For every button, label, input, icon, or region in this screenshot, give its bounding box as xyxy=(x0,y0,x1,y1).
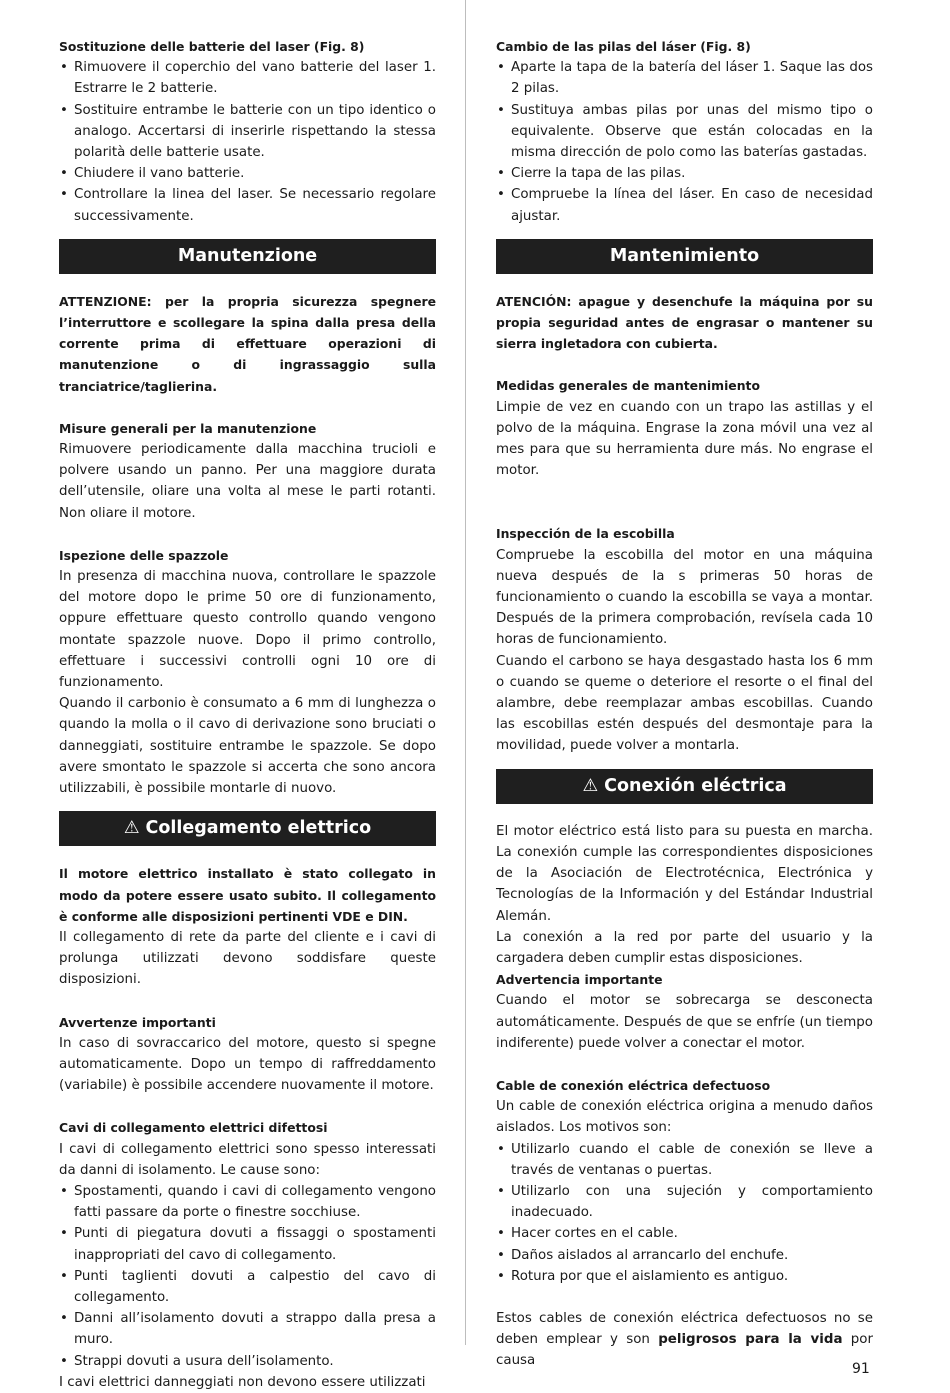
bold-paragraph: Il motore elettrico installato è stato collegato in modo da potere essere usato subito. Il collegamento è conforme alle disposizioni pertinenti VDE e DIN. xyxy=(59,866,436,924)
paragraph: Limpie de vez en cuando con un trapo las astillas y el polvo de la máquina. Engrase la zona móvil una vez al mes para que su herramienta dure más. No engrase el motor. xyxy=(496,399,873,479)
section-heading: Cambio de las pilas del láser (Fig. 8) xyxy=(496,39,751,54)
bullet-list xyxy=(59,57,436,227)
section-heading: Ispezione delle spazzole xyxy=(59,547,229,563)
bullet-list xyxy=(496,1139,873,1287)
section-title-bar xyxy=(59,239,436,274)
paragraph: El motor eléctrico está listo para su puesta en marcha. La conexión cumple las correspondientes disposiciones de la Asociación de Electrotécnica, Electrónica y Tecnologías de la Información y del Estándar Industrial Alemán. xyxy=(496,823,873,924)
list-item: • Compruebe la línea del láser. En caso de necesidad ajustar. xyxy=(496,184,873,226)
section-heading: Cable de conexión eléctrica defectuoso xyxy=(496,1077,771,1093)
paragraph: Compruebe la escobilla del motor en una máquina nueva después de la s primeras 50 horas de funcionamiento o cuando la escobilla se vaya a montar. Después de la primera comprobación, revísela cada 10 horas de funcionamiento. xyxy=(496,547,873,648)
section-heading: Inspección de la escobilla xyxy=(496,526,675,542)
paragraph: In caso di sovraccarico del motore, questo si spegne automaticamente. Dopo un tempo di raffreddamento (variabile) è possibile accendere nuovamente il motore. xyxy=(59,1035,436,1094)
section-title-bar xyxy=(59,811,436,846)
list-item: • Utilizarlo con una sujeción y comportamiento inadecuado. xyxy=(496,1181,873,1223)
section-title-bar xyxy=(496,769,873,804)
paragraph: I cavi di collegamento elettrici sono spesso interessati da danni di isolamento. Le cause sono: xyxy=(59,1141,436,1178)
section-title: Collegamento elettrico xyxy=(145,818,372,839)
paragraph xyxy=(496,1308,873,1372)
section-heading: Advertencia importante xyxy=(496,972,663,988)
paragraph: Il collegamento di rete da parte del cliente e i cavi di prolunga utilizzati devono soddisfare queste disposizioni. xyxy=(59,929,436,988)
list-item: • Punti di piegatura dovuti a fissaggi o spostamenti inappropriati del cavo di collegamento. xyxy=(59,1223,436,1265)
text-run: Estos cables de conexión eléctrica defectuosos no se deben emplear y son xyxy=(496,1310,873,1348)
list-item: • Sustituya ambas pilas por unas del mismo tipo o equivalente. Observe que están colocadas en la misma dirección de polo como las baterías gastadas. xyxy=(496,100,873,164)
section-heading: Avvertenze importanti xyxy=(59,1014,216,1030)
list-item: • Punti taglienti dovuti a calpestio del cavo di collegamento. xyxy=(59,1266,436,1308)
list-item: • Danni all’isolamento dovuti a strappo dalla presa a muro. xyxy=(59,1308,436,1350)
paragraph: Un cable de conexión eléctrica origina a menudo daños aislados. Los motivos son: xyxy=(496,1099,873,1136)
warning-text: ATENCIÓN: apague y desenchufe la máquina por su propia seguridad antes de engrasar o mantener su sierra ingletadora con cubierta. xyxy=(496,293,873,352)
list-item: • Chiudere il vano batterie. xyxy=(59,163,436,184)
list-item: • Strappi dovuti a usura dell’isolamento. xyxy=(59,1351,436,1372)
section-title-bar xyxy=(496,239,873,274)
paragraph: La conexión a la red por parte del usuario y la cargadera deben cumplir estas disposiciones. xyxy=(496,929,873,966)
section-heading: Sostituzione delle batterie del laser (Fig. 8) xyxy=(59,39,365,54)
list-item: • Hacer cortes en el cable. xyxy=(496,1223,873,1244)
list-item: • Cierre la tapa de las pilas. xyxy=(496,163,873,184)
list-item: • Controllare la linea del laser. Se necessario regolare successivamente. xyxy=(59,184,436,226)
list-item: • Daños aislados al arrancarlo del enchufe. xyxy=(496,1245,873,1266)
right-column xyxy=(496,36,873,1372)
section-heading: Misure generali per la manutenzione xyxy=(59,420,317,436)
list-item: • Sostituire entrambe le batterie con un tipo identico o analogo. Accertarsi di inserirle rispettando la stessa polarità delle batterie usate. xyxy=(59,100,436,164)
section-title: Conexión eléctrica xyxy=(604,775,787,796)
bullet-list xyxy=(496,57,873,227)
paragraph: In presenza di macchina nuova, controllare le spazzole del motore dopo le prime 50 ore di funzionamento, oppure effettuare questo controllo quando vengono montate spazzole nuove. Dopo il primo controllo, effettuare i successivi controlli ogni 10 ore di funzionamento. xyxy=(59,569,436,691)
text-run: por causa xyxy=(496,1332,873,1369)
list-item: • Rimuovere il coperchio del vano batterie del laser 1. Estrarre le 2 batterie. xyxy=(59,57,436,99)
section-title: Manutenzione xyxy=(177,245,318,266)
page-number: 91 xyxy=(852,1361,870,1377)
bold-text-run: peligrosos para la vida xyxy=(658,1332,843,1348)
paragraph: Quando il carbonio è consumato a 6 mm di lunghezza o quando la molla o il cavo di derivazione sono bruciati o danneggiati, sostituire entrambe le spazzole. Se dopo avere smontato le spazzole si accerta che sono ancora utilizzabili, è possibile montarle di nuovo. xyxy=(59,696,436,797)
warning-icon: ⚠ xyxy=(123,818,140,839)
section-title: Mantenimiento xyxy=(609,245,760,266)
warning-text: ATTENZIONE: per la propria sicurezza spegnere l’interruttore e scollegare la spina dalla presa della corrente prima di effettuare operazioni di manutenzione o di ingrassaggio sulla tranciatrice/taglierina. xyxy=(59,293,436,394)
list-item: • Spostamenti, quando i cavi di collegamento vengono fatti passare da porte o finestre socchiuse. xyxy=(59,1181,436,1223)
left-column xyxy=(59,36,436,1393)
warning-icon: ⚠ xyxy=(582,775,599,796)
list-item: • Rotura por que el aislamiento es antiguo. xyxy=(496,1266,873,1287)
paragraph: Rimuovere periodicamente dalla macchina trucioli e polvere usando un panno. Per una maggiore durata dell’utensile, oliare una volta al mese le parti rotanti. Non oliare il motore. xyxy=(59,442,436,521)
list-item: • Utilizarlo cuando el cable de conexión se lleve a través de ventanas o puertas. xyxy=(496,1139,873,1181)
list-item: • Aparte la tapa de la batería del láser 1. Saque las dos 2 pilas. xyxy=(496,57,873,99)
paragraph: I cavi elettrici danneggiati non devono essere utilizzati xyxy=(59,1374,426,1390)
column-divider xyxy=(465,0,466,1345)
section-heading: Cavi di collegamento elettrici difettosi xyxy=(59,1120,328,1136)
paragraph: Cuando el carbono se haya desgastado hasta los 6 mm o cuando se queme o deteriore el resorte o el final del alambre, debe reemplazar ambas escobillas. Cuando las escobillas estén después del desmontaje para la movilidad, puede volver a montarla. xyxy=(496,653,873,754)
section-heading: Medidas generales de mantenimiento xyxy=(496,378,760,394)
paragraph: Cuando el motor se sobrecarga se desconecta automáticamente. Después de que se enfríe (un tiempo indiferente) puede volver a conectar el motor. xyxy=(496,993,873,1051)
bullet-list xyxy=(59,1181,436,1372)
